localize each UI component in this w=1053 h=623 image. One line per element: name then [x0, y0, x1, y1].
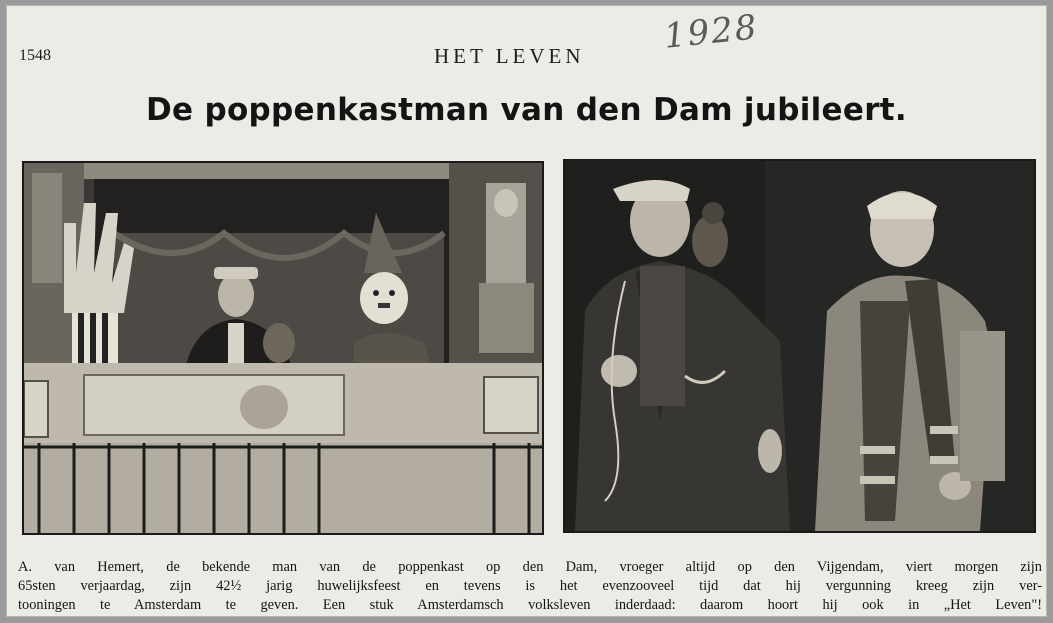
headline: De poppenkastman van den Dam jubileert. — [146, 92, 907, 128]
photo-puppet-booth — [22, 161, 544, 535]
page-number: 1548 — [19, 47, 51, 64]
photo-caption — [18, 558, 1042, 615]
masthead: HET LEVEN — [434, 44, 585, 68]
photo-couple-portrait — [563, 159, 1036, 533]
caption-line: A. van Hemert, de bekende man van de poppenkast op den Dam, vroeger altijd op den Vijgendam, viert morgen zijn — [18, 559, 1042, 575]
handwritten-year-annotation: 1928 — [662, 7, 761, 57]
caption-line: 65sten verjaardag, zijn 42½ jarig huwelijksfeest en tevens is het evenzooveel tijd dat hij vergunning kreeg zijn ver- — [18, 578, 1042, 594]
caption-line: tooningen te Amsterdam te geven. Een stuk Amsterdamsch volksleven inderdaad: daarom hoort hij ook in „Het Leven"! — [18, 597, 1042, 613]
